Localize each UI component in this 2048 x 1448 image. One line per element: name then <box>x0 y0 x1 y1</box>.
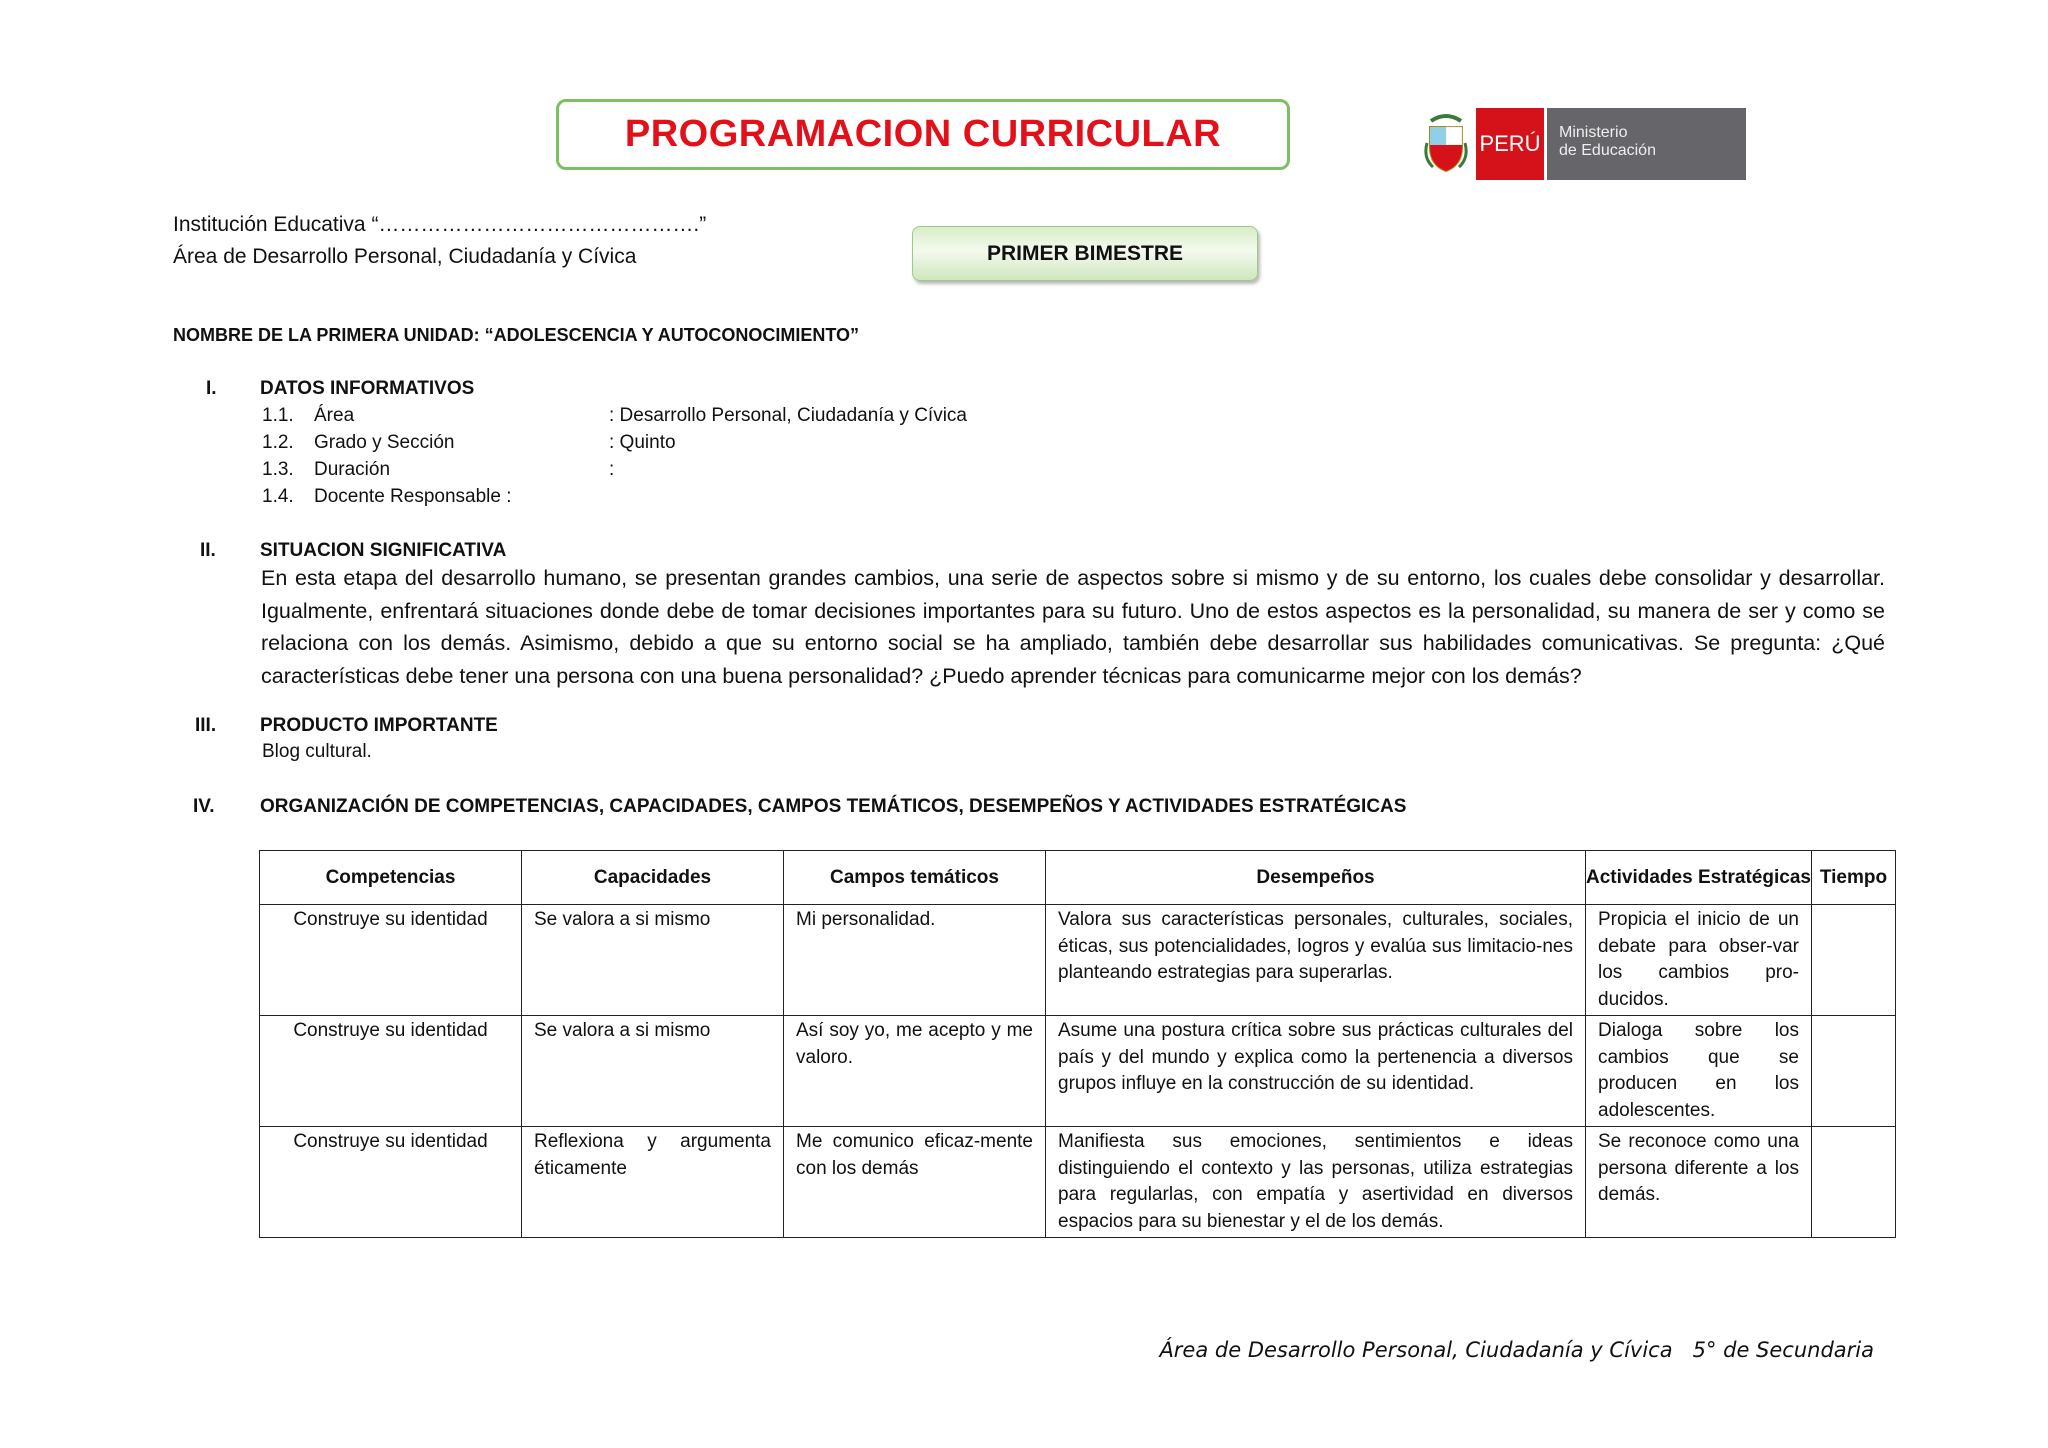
info-value: : <box>609 459 615 480</box>
column-header: Tiempo <box>1812 851 1896 905</box>
peru-label: PERÚ <box>1476 108 1544 180</box>
producto-text: Blog cultural. <box>262 741 372 762</box>
ministry-label <box>1547 108 1746 180</box>
section-title-organizacion: ORGANIZACIÓN DE COMPETENCIAS, CAPACIDADES, CAMPOS TEMÁTICOS, DESEMPEÑOS Y ACTIVIDADES ESTRATÉGICAS <box>260 796 1407 817</box>
table-cell: Construye su identidad <box>260 1016 522 1127</box>
ministry-line-1: Ministerio <box>1559 124 1628 141</box>
situacion-text: En esta etapa del desarrollo humano, se presentan grandes cambios, una serie de aspectos sobre si mismo y de su entorno, los cuales debe consolidar y desarrollar. Igualmente, enfrentará situaciones donde debe de tomar decisiones importantes para su futuro. Uno de estos aspectos es la personalidad, su manera de ser y como se relaciona con los demás. Asimismo, debido a que su entorno social se ha ampliado, también debe desarrollar sus habilidades comunicativas. Se pregunta: ¿Qué características debe tener una persona con una buena personalidad? ¿Puedo aprender técnicas para comunicarme mejor con los demás? <box>261 566 1885 689</box>
table-cell <box>1812 1016 1896 1127</box>
section-number-3: III. <box>195 715 217 736</box>
document-title: PROGRAMACION CURRICULAR <box>556 99 1290 170</box>
table-cell: Mi personalidad. <box>784 905 1046 1016</box>
table-cell: Construye su identidad <box>260 905 522 1016</box>
table-cell: Dialoga sobre los cambios que se producen en los adolescentes. <box>1586 1016 1812 1127</box>
info-value: : Desarrollo Personal, Ciudadanía y Cívica <box>609 405 968 426</box>
column-header: Desempeños <box>1046 851 1586 905</box>
info-row <box>262 459 614 481</box>
info-number: 1.1. <box>262 405 294 426</box>
column-header: Competencias <box>260 851 522 905</box>
column-header: Campos temáticos <box>784 851 1046 905</box>
table-row <box>260 1016 1896 1127</box>
info-label: Docente Responsable : <box>314 486 512 507</box>
footer-grade: 5° de Secundaria <box>1692 1338 1874 1362</box>
peru-coat-of-arms-icon <box>1420 108 1472 180</box>
unit-name: NOMBRE DE LA PRIMERA UNIDAD: “ADOLESCENCIA Y AUTOCONOCIMIENTO” <box>173 325 860 345</box>
info-row <box>262 486 512 508</box>
table-cell: Se valora a si mismo <box>522 1016 784 1127</box>
section-title-datos: DATOS INFORMATIVOS <box>260 378 475 399</box>
info-number: 1.3. <box>262 459 294 480</box>
ministry-line-2: de Educación <box>1559 142 1656 159</box>
table-cell: Se valora a si mismo <box>522 905 784 1016</box>
section-number-2: II. <box>200 540 216 561</box>
section-number-1: I. <box>206 378 217 399</box>
table-cell: Valora sus características personales, culturales, sociales, éticas, sus potencialidades, logros y evalúa sus limitacio-nes planteando estrategias para superarlas. <box>1046 905 1586 1016</box>
info-row <box>262 405 967 427</box>
minedu-logo <box>1420 108 1746 180</box>
table-cell: Asume una postura crítica sobre sus prácticas culturales del país y del mundo y explica como la pertenencia a diversos grupos influye en la construcción de su identidad. <box>1046 1016 1586 1127</box>
table-cell: Así soy yo, me acepto y me valoro. <box>784 1016 1046 1127</box>
institution-name: Institución Educativa “……………………………………….” <box>173 213 707 236</box>
section-number-4: IV. <box>193 796 215 817</box>
info-value: : Quinto <box>609 432 676 453</box>
table-cell: Reflexiona y argumenta éticamente <box>522 1127 784 1238</box>
column-header: Actividades Estratégicas <box>1586 851 1812 905</box>
table-cell: Se reconoce como una persona diferente a los demás. <box>1586 1127 1812 1238</box>
info-row <box>262 432 676 454</box>
table-row <box>260 905 1896 1016</box>
table-row <box>260 1127 1896 1238</box>
table-cell <box>1812 1127 1896 1238</box>
table-cell <box>1812 905 1896 1016</box>
section-title-producto: PRODUCTO IMPORTANTE <box>260 715 498 736</box>
page-footer <box>1159 1338 1874 1362</box>
table-cell: Me comunico eficaz-mente con los demás <box>784 1127 1046 1238</box>
info-number: 1.2. <box>262 432 294 453</box>
table-header-row <box>260 851 1896 905</box>
info-number: 1.4. <box>262 486 294 507</box>
institution-block <box>173 209 706 273</box>
column-header: Capacidades <box>522 851 784 905</box>
info-label: Duración <box>314 459 391 480</box>
competencies-table <box>259 850 1896 1238</box>
table-cell: Construye su identidad <box>260 1127 522 1238</box>
info-label: Grado y Sección <box>314 432 455 453</box>
section-title-situacion: SITUACION SIGNIFICATIVA <box>260 540 507 561</box>
table-cell: Propicia el inicio de un debate para obser-var los cambios pro-ducidos. <box>1586 905 1812 1016</box>
table-cell: Manifiesta sus emociones, sentimientos e ideas distinguiendo el contexto y las personas, utiliza estrategias para regularlas, con empatía y asertividad en diversos espacios para su bienestar y el de los demás. <box>1046 1127 1586 1238</box>
period-badge: PRIMER BIMESTRE <box>912 226 1258 281</box>
info-label: Área <box>314 405 355 426</box>
area-name: Área de Desarrollo Personal, Ciudadanía y Cívica <box>173 245 637 268</box>
footer-area: Área de Desarrollo Personal, Ciudadanía y Cívica <box>1159 1338 1673 1362</box>
